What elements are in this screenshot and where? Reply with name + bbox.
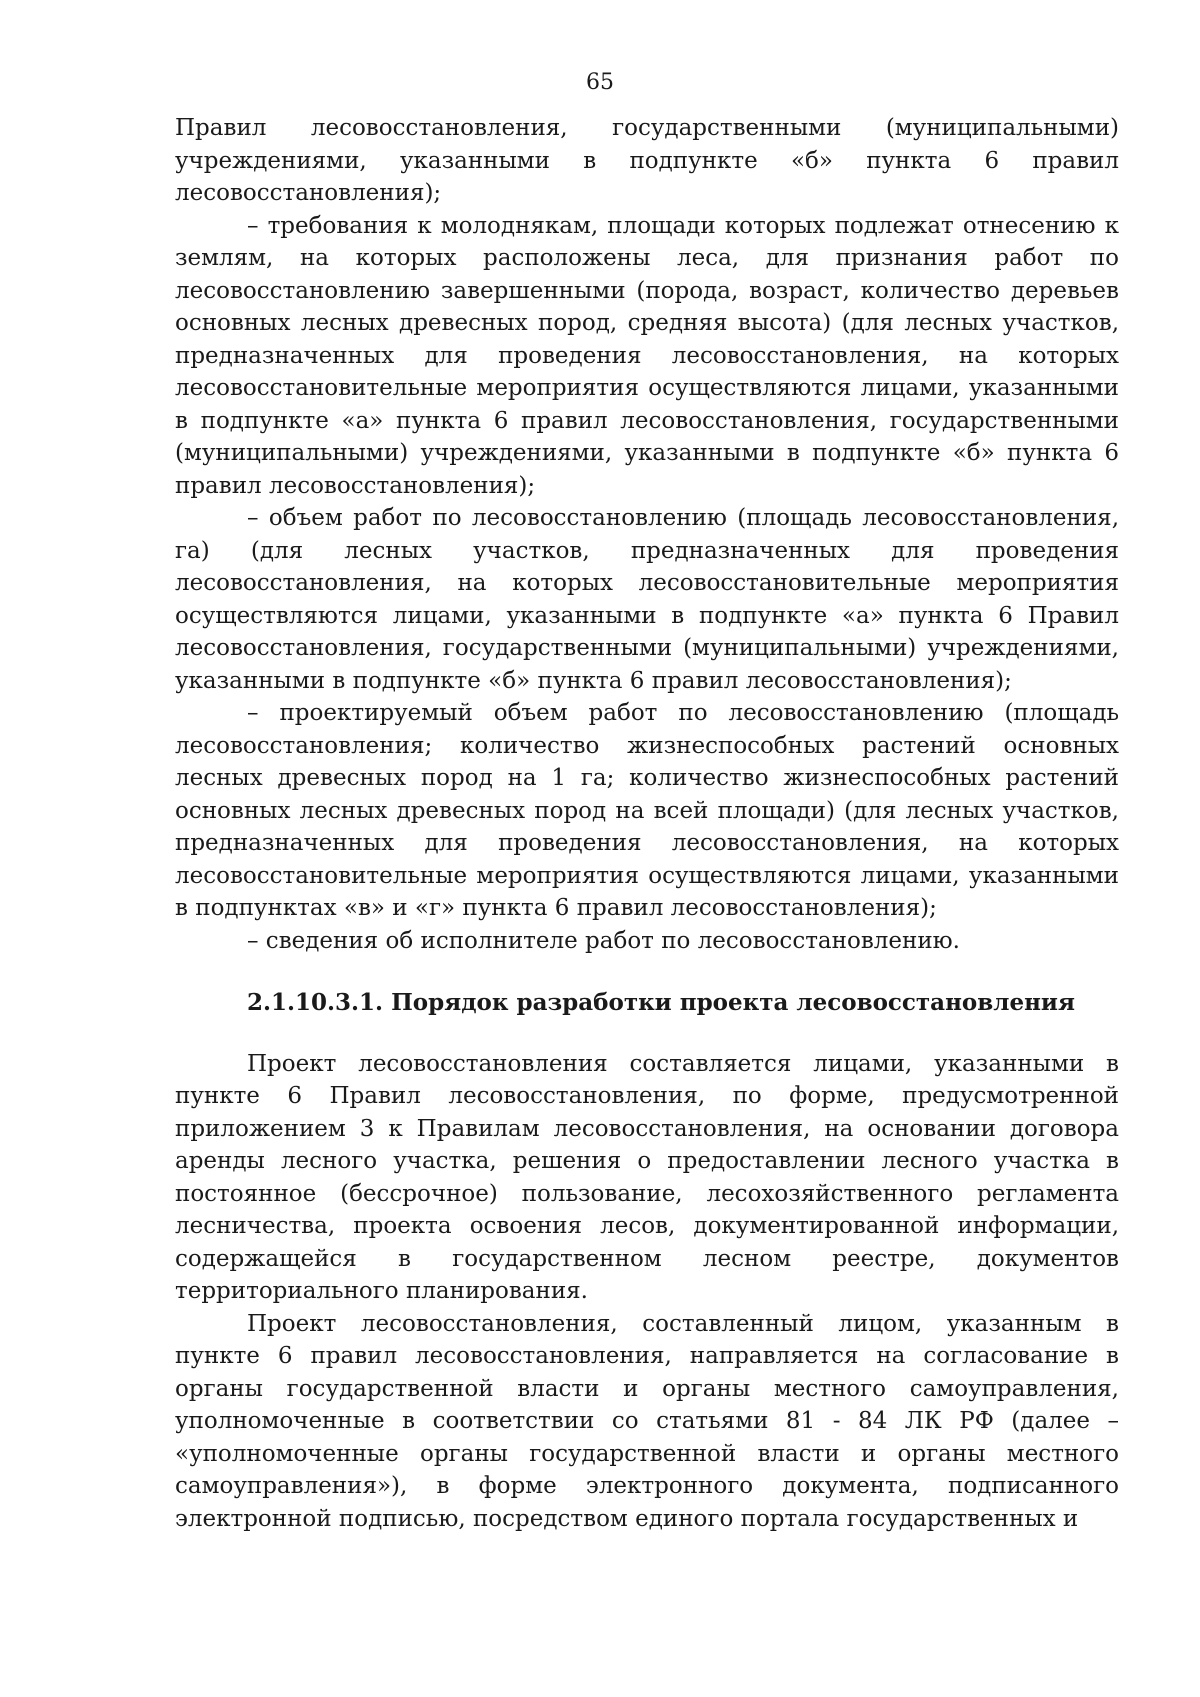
list-item-projected-volume: – проектируемый объем работ по лесовосстановлению (площадь лесовосстановления; количество жизнеспособных растений основных лесных древесных пород на 1 га; количество жизнеспособных растений основных лесных древесных пород на всей площади) (для лесных участков, предназначенных для проведения лесовосстановления, на которых лесовосстановительные мероприятия осуществляются лицами, указанными в подпунктах «в» и «г» пункта 6 правил лесовосстановления);: [175, 700, 1119, 921]
document-body: [175, 112, 1119, 1535]
list-item-contractor: – сведения об исполнителе работ по лесовосстановлению.: [247, 927, 960, 954]
page-number: 65: [586, 70, 614, 95]
paragraph-project-approval: Проект лесовосстановления, составленный лицом, указанным в пункте 6 правил лесовосстановления, направляется на согласование в органы государственной власти и органы местного самоуправления, уполномоченные в соответствии со статьями 81 - 84 ЛК РФ (далее – «уполномоченные органы государственной власти и органы местного самоуправления»), в форме электронного документа, подписанного электронной подписью, посредством единого портала государственных и: [175, 1310, 1119, 1532]
paragraph-continuation: Правил лесовосстановления, государственными (муниципальными) учреждениями, указанными в подпункте «б» пункта 6 правил лесовосстановления);: [175, 115, 1119, 206]
list-item-requirements: – требования к молоднякам, площади которых подлежат отнесению к землям, на которых расположены леса, для признания работ по лесовосстановлению завершенными (порода, возраст, количество деревьев основных лесных древесных пород, средняя высота) (для лесных участков, предназначенных для проведения лесовосстановления, на которых лесовосстановительные мероприятия осуществляются лицами, указанными в подпункте «а» пункта 6 правил лесовосстановления, государственными (муниципальными) учреждениями, указанными в подпункте «б» пункта 6 правил лесовосстановления);: [175, 212, 1119, 499]
list-item-work-volume: – объем работ по лесовосстановлению (площадь лесовосстановления, га) (для лесных участков, предназначенных для проведения лесовосстановления, на которых лесовосстановительные мероприятия осуществляются лицами, указанными в подпункте «а» пункта 6 Правил лесовосстановления, государственными (муниципальными) учреждениями, указанными в подпункте «б» пункта 6 правил лесовосстановления);: [175, 505, 1119, 694]
section-heading: 2.1.10.3.1. Порядок разработки проекта лесовосстановления: [247, 989, 1075, 1016]
paragraph-project-composition: Проект лесовосстановления составляется лицами, указанными в пункте 6 Правил лесовосстановления, по форме, предусмотренной приложением 3 к Правилам лесовосстановления, на основании договора аренды лесного участка, решения о предоставлении лесного участка в постоянное (бессрочное) пользование, лесохозяйственного регламента лесничества, проекта освоения лесов, документированной информации, содержащейся в государственном лесном реестре, документов территориального планирования.: [175, 1050, 1119, 1304]
